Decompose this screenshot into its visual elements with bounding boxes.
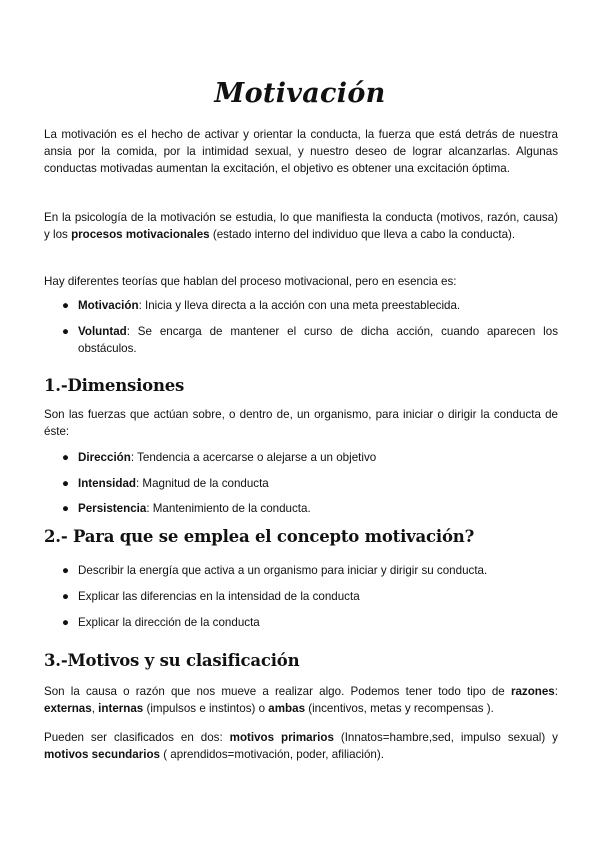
bullet-icon: ● [62, 590, 70, 603]
text-run: En la psicología de la motivación se estudia, lo que manifiesta la conducta (motivos, razón, causa) y los [44, 211, 558, 241]
text-run: Describir la energía que activa a un organismo para iniciar y dirigir su conducta. [78, 564, 488, 577]
intro-bullet-list [62, 323, 558, 357]
list-item [62, 297, 558, 314]
text-run: : [554, 685, 558, 698]
list-item [62, 562, 558, 579]
section-heading: 1.-Dimensiones [44, 376, 185, 395]
list-item [62, 475, 558, 492]
text-run: : Se encarga de mantener el curso de dicha acción, cuando aparecen los obstáculos. [78, 325, 558, 355]
bullet-icon: ● [62, 616, 70, 629]
section2-bullet-list [62, 562, 558, 579]
section-heading: 2.- Para que se emplea el concepto motivación? [44, 527, 475, 546]
bold-term: procesos motivacionales [71, 228, 210, 241]
bullet-icon: ● [62, 477, 70, 490]
bold-term: Motivación [78, 299, 139, 312]
intro-paragraph-1: La motivación es el hecho de activar y orientar la conducta, la fuerza que está detrás de nuestra ansia por la comida, por la intimidad sexual, y nuestro deseo de lograr alcanzarlas. Algunas conductas motivadas aumentan la excitación, el objetivo es obtener una excitación óptima. [44, 128, 558, 175]
bold-term: externas [44, 702, 92, 715]
list-item [62, 614, 558, 631]
bold-term: Voluntad [78, 325, 127, 338]
text-run: (impulsos e instintos) o [143, 702, 269, 715]
bold-term: internas [98, 702, 144, 715]
text-run: : Magnitud de la conducta [135, 477, 269, 490]
bullet-icon: ● [62, 299, 70, 312]
intro-paragraph-3: Hay diferentes teorías que hablan del proceso motivacional, pero en esencia es: [44, 275, 457, 288]
list-item [62, 449, 558, 466]
text-run: (estado interno del individuo que lleva a cabo la conducta). [209, 228, 516, 241]
list-item [62, 323, 558, 357]
section3-paragraph-2 [44, 729, 558, 763]
intro-bullet-list [62, 297, 558, 314]
text-run: Explicar las diferencias en la intensidad de la conducta [78, 590, 360, 603]
bullet-icon: ● [62, 564, 70, 577]
text-run: (incentivos, metas y recompensas ). [305, 702, 494, 715]
text-run: : Mantenimiento de la conducta. [146, 502, 311, 515]
bullet-icon: ● [62, 502, 70, 515]
section1-bullet-list [62, 449, 558, 466]
list-item [62, 500, 558, 517]
section-heading: 3.-Motivos y su clasificación [44, 651, 300, 670]
bullet-icon: ● [62, 451, 70, 464]
bold-term: motivos secundarios [44, 748, 160, 761]
intro-paragraph-2 [44, 209, 558, 243]
section2-bullet-list [62, 614, 558, 631]
text-run: Son la causa o razón que nos mueve a realizar algo. Podemos tener todo tipo de [44, 685, 511, 698]
section1-bullet-list [62, 475, 558, 492]
text-run: Pueden ser clasificados en dos: [44, 731, 230, 744]
bold-term: Intensidad [78, 477, 136, 490]
section2-bullet-list [62, 588, 558, 605]
text-run: , [91, 702, 99, 715]
bold-term: ambas [268, 702, 306, 715]
section1-paragraph: Son las fuerzas que actúan sobre, o dentro de, un organismo, para iniciar o dirigir la conducta de éste: [44, 408, 558, 438]
bullet-icon: ● [62, 325, 70, 338]
page-title: Motivación [214, 78, 386, 109]
bold-term: Persistencia [78, 502, 147, 515]
section3-paragraph-1 [44, 683, 558, 717]
bold-term: Dirección [78, 451, 131, 464]
text-run: ( aprendidos=motivación, poder, afiliación). [159, 748, 384, 761]
text-run: Explicar la dirección de la conducta [78, 616, 260, 629]
section1-bullet-list [62, 500, 558, 517]
text-run: : Tendencia a acercarse o alejarse a un objetivo [130, 451, 377, 464]
text-run: : Inicia y lleva directa a la acción con una meta preestablecida. [138, 299, 461, 312]
bold-term: razones [510, 685, 555, 698]
list-item [62, 588, 558, 605]
text-run: (Innatos=hambre,sed, impulso sexual) y [333, 731, 558, 744]
bold-term: motivos primarios [229, 731, 334, 744]
